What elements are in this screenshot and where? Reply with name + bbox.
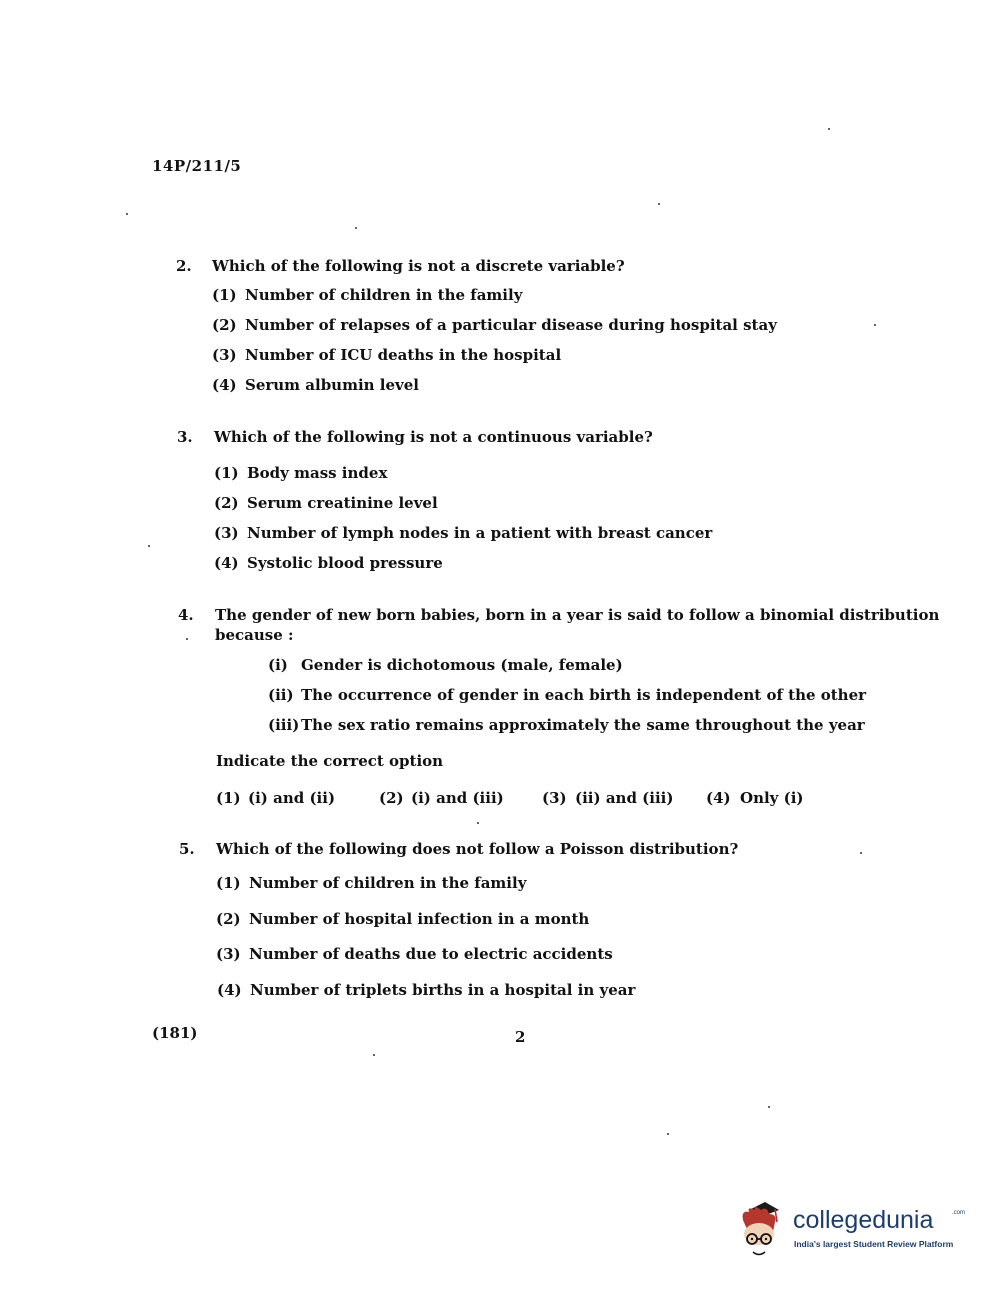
- option-label: (3): [216, 945, 241, 963]
- option-label: (1): [212, 286, 237, 304]
- scan-speck: [860, 852, 862, 854]
- statement-text: The occurrence of gender in each birth is independent of the other: [301, 686, 867, 704]
- option-text: Number of children in the family: [245, 286, 523, 304]
- statement-label: (iii): [268, 716, 300, 734]
- option-text: Number of deaths due to electric accidents: [249, 945, 613, 963]
- collegedunia-watermark: [735, 1196, 965, 1266]
- option-text: Only (i): [740, 789, 804, 807]
- option-text: Number of ICU deaths in the hospital: [245, 346, 562, 364]
- scan-speck: [126, 213, 128, 215]
- page-number: 2: [515, 1028, 526, 1046]
- scan-speck: [828, 128, 830, 130]
- scan-speck: [186, 638, 188, 640]
- option-text: (ii) and (iii): [575, 789, 674, 807]
- option-text: (i) and (ii): [248, 789, 336, 807]
- scan-speck: [355, 227, 357, 229]
- scan-speck: [768, 1106, 770, 1108]
- statement-text: Gender is dichotomous (male, female): [301, 656, 623, 674]
- option-label: (4): [217, 981, 242, 999]
- option-label: (1): [216, 874, 241, 892]
- instruction-text: Indicate the correct option: [216, 752, 444, 770]
- option-label: (2): [214, 494, 239, 512]
- scan-speck: [148, 545, 150, 547]
- option-label: (1): [216, 789, 241, 807]
- option-label: (2): [216, 910, 241, 928]
- paper-code: (181): [152, 1024, 198, 1042]
- option-label: (1): [214, 464, 239, 482]
- question-number: 5.: [179, 840, 195, 858]
- collegedunia-com: .com: [952, 1210, 966, 1216]
- option-label: (4): [706, 789, 731, 807]
- option-label: (3): [542, 789, 567, 807]
- question-text: Which of the following is not a discrete variable?: [212, 257, 625, 275]
- option-text: Number of lymph nodes in a patient with breast cancer: [247, 524, 713, 542]
- question-text: Which of the following does not follow a Poisson distribution?: [216, 840, 739, 858]
- option-text: Systolic blood pressure: [247, 554, 443, 572]
- question-text-continued: because :: [215, 626, 294, 644]
- option-text: Serum albumin level: [245, 376, 419, 394]
- scan-speck: [658, 203, 660, 205]
- question-text: Which of the following is not a continuous variable?: [214, 428, 653, 446]
- scan-speck: [667, 1133, 669, 1135]
- collegedunia-brand: collegedunia: [793, 1206, 934, 1234]
- option-label: (2): [212, 316, 237, 334]
- option-label: (3): [212, 346, 237, 364]
- question-text: The gender of new born babies, born in a year is said to follow a binomial distribution: [215, 606, 940, 624]
- question-number: 2.: [176, 257, 192, 275]
- option-text: Serum creatinine level: [247, 494, 438, 512]
- option-label: (3): [214, 524, 239, 542]
- question-number: 4.: [178, 606, 194, 624]
- option-label: (4): [212, 376, 237, 394]
- scan-speck: [477, 822, 479, 824]
- collegedunia-tagline: India's largest Student Review Platform: [794, 1239, 954, 1249]
- statement-label: (ii): [268, 686, 294, 704]
- option-text: Body mass index: [247, 464, 388, 482]
- mascot-icon: [735, 1196, 791, 1262]
- scan-speck: [874, 324, 876, 326]
- option-text: Number of triplets births in a hospital in year: [250, 981, 636, 999]
- statement-text: The sex ratio remains approximately the same throughout the year: [301, 716, 865, 734]
- option-text: Number of hospital infection in a month: [249, 910, 590, 928]
- option-label: (2): [379, 789, 404, 807]
- option-text: Number of children in the family: [249, 874, 527, 892]
- statement-label: (i): [268, 656, 288, 674]
- question-number: 3.: [177, 428, 193, 446]
- scan-speck: [373, 1054, 375, 1056]
- option-label: (4): [214, 554, 239, 572]
- option-text: Number of relapses of a particular disease during hospital stay: [245, 316, 777, 334]
- option-text: (i) and (iii): [411, 789, 504, 807]
- document-code: 14P/211/5: [152, 157, 242, 175]
